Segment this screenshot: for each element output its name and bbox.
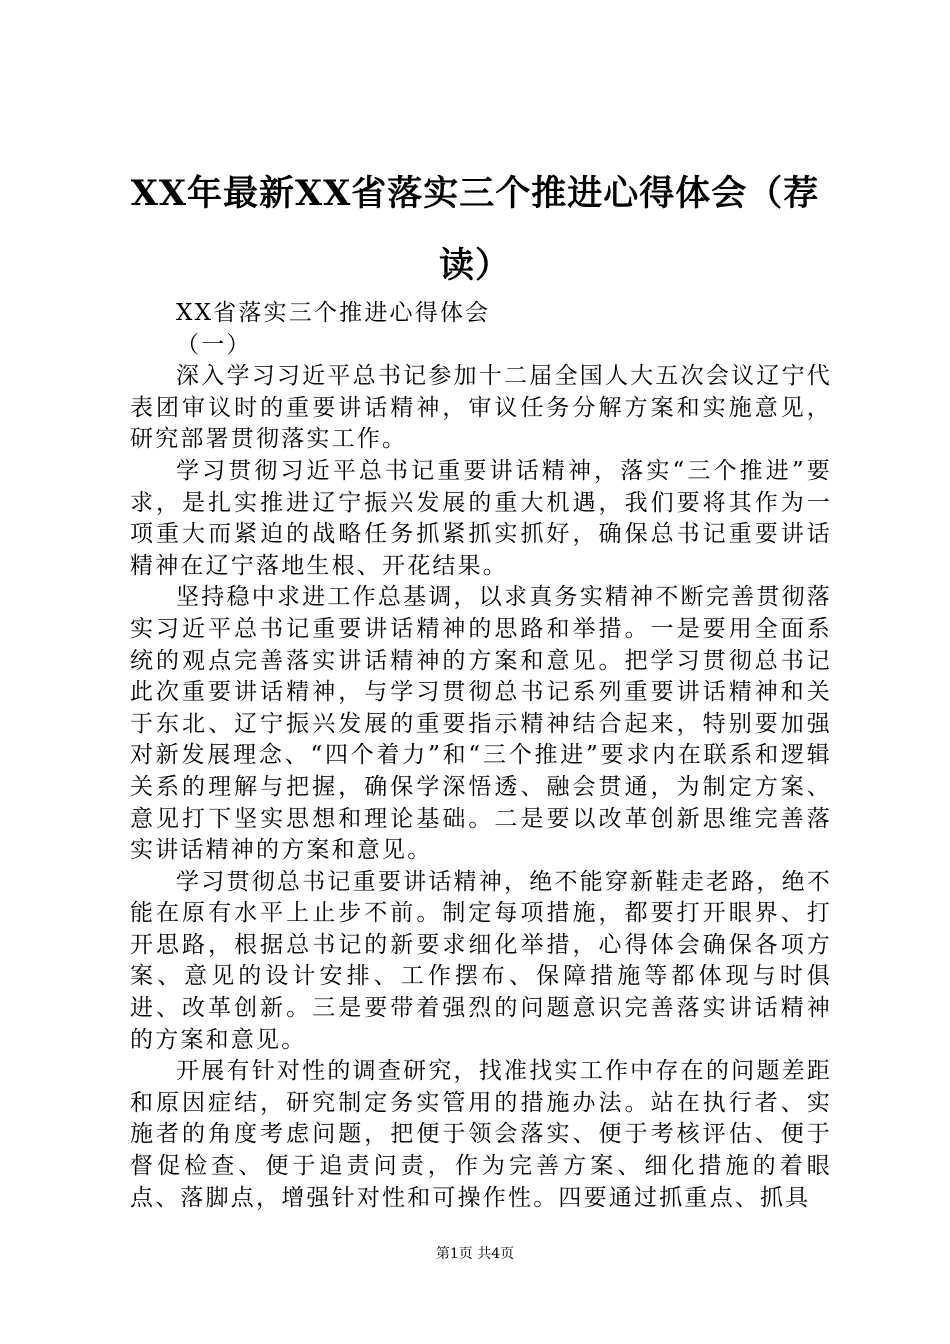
document-subtitle: XX省落实三个推进心得体会 bbox=[176, 300, 491, 326]
document-title: XX年最新XX省落实三个推进心得体会（荐读） bbox=[130, 173, 820, 286]
document-body bbox=[130, 298, 832, 1214]
page-number-footer: 第1页 共4页 bbox=[435, 1246, 515, 1262]
section-marker: （一） bbox=[176, 331, 252, 358]
paragraph: 开展有针对性的调查研究，找准找实工作中存在的问题差距和原因症结，研究制定务实管用的措施办法。站在执行者、实施者的角度考虑问题，把便于领会落实、便于考核评估、便于督促检查、便于追责问责，作为完善方案、细化措施的着眼点、落脚点，增强针对性和可操作性。四要通过抓重点、抓具 bbox=[130, 1058, 832, 1211]
paragraph: 坚持稳中求进工作总基调，以求真务实精神不断完善贯彻落实习近平总书记重要讲话精神的思路和举措。一是要用全面系统的观点完善落实讲话精神的方案和意见。把学习贯彻总书记此次重要讲话精神，与学习贯彻总书记系列重要讲话精神和关于东北、辽宁振兴发展的重要指示精神结合起来，特别要加强对新发展理念、“四个着力”和“三个推进”要求内在联系和逻辑关系的理解与把握，确保学深悟透、融会贯通，为制定方案、意见打下坚实思想和理论基础。二是要以改革创新思维完善落实讲话精神的方案和意见。 bbox=[130, 584, 832, 864]
paragraph: 学习贯彻总书记重要讲话精神，绝不能穿新鞋走老路，绝不能在原有水平上止步不前。制定每项措施，都要打开眼界、打开思路，根据总书记的新要求细化举措，心得体会确保各项方案、意见的设计安排、工作摆布、保障措施等都体现与时俱进、改革创新。三是要带着强烈的问题意识完善落实讲话精神的方案和意见。 bbox=[130, 868, 832, 1053]
paragraph: 学习贯彻习近平总书记重要讲话精神，落实“三个推进”要求，是扎实推进辽宁振兴发展的重大机遇，我们要将其作为一项重大而紧迫的战略任务抓紧抓实抓好，确保总书记重要讲话精神在辽宁落地生根、开花结果。 bbox=[130, 457, 832, 579]
paragraph: 深入学习习近平总书记参加十二届全国人大五次会议辽宁代表团审议时的重要讲话精神，审议任务分解方案和实施意见，研究部署贯彻落实工作。 bbox=[130, 363, 832, 453]
